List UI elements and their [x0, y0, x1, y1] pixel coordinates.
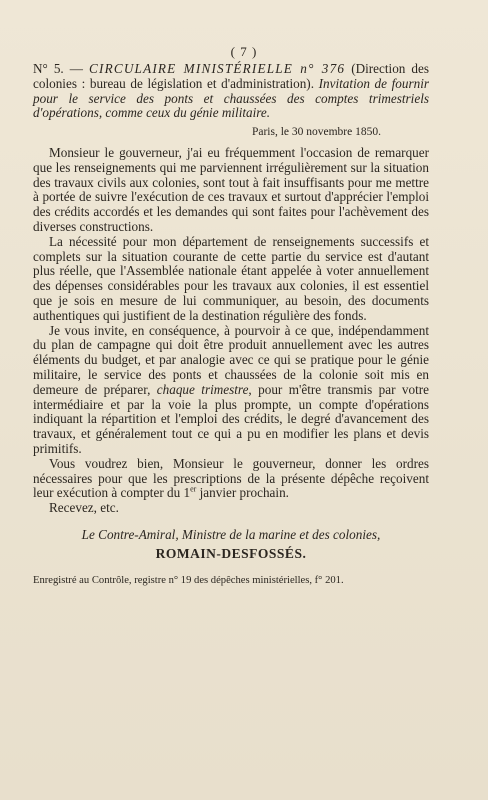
heading-title: CIRCULAIRE MINISTÉRIELLE n° 376 [88, 61, 346, 76]
paragraph-2: La nécessité pour mon département de renseignements successifs et complets sur la situation courante de cette partie du service est d'autant plus réelle, que l'Assemblée nationale étant appelée à voter annuellement des dépenses considérables pour les travaux aux colonies, il est essentiel que je sois en mesure de lui communiquer, au besoin, des documents authentiques qui justifient de la destination régulière des fonds. [33, 233, 429, 323]
registration-note: Enregistré au Contrôle, registre n° 19 des dépêches ministérielles, f° 201. [33, 574, 344, 586]
heading-number: N° 5. — [33, 61, 83, 76]
closing-formula: Recevez, etc. [49, 500, 119, 516]
paragraph-3-part-a: Je vous invite, en conséquence, à pourvoir à ce que, indépendamment du plan de campagne qui doit être produit annuellement avec les autres éléments du budget, et par analogie avec ce qui se pratique pour le génie militaire, le service des ponts et chaussées de la colonie soit mis en demeure de préparer, [33, 322, 429, 397]
paragraph-4-part-a: Vous voudrez bien, Monsieur le gouverneur, donner les ordres nécessaires pour que les prescriptions de la présente dépêche reçoivent leur exécution à compter du 1 [33, 455, 429, 501]
heading-direction: (Direction des colonies : bureau de législation et d'administration). [33, 61, 429, 91]
dateline: Paris, le 30 novembre 1850. [251, 126, 381, 139]
paragraph-3 [33, 324, 429, 457]
paragraph-3-emphasis: chaque trimestre [156, 381, 249, 397]
heading-subject: Invitation de fournir pour le service des ponts et chaussées des comptes trimestriels d'opérations, comme ceux du génie militaire. [33, 75, 429, 121]
page-number: ( 7 ) [230, 44, 258, 59]
signature-title: Le Contre-Amiral, Ministre de la marine et des colonies, [81, 526, 381, 542]
circular-heading [33, 62, 429, 121]
paragraph-4-superscript: er [190, 484, 197, 494]
paragraph-4-part-b: janvier prochain. [196, 485, 289, 501]
paragraph-1: Monsieur le gouverneur, j'ai eu fréquemment l'occasion de remarquer que les renseignements qui me parviennent irrégulièrement sur la situation des travaux civils aux colonies, sont tout à fait insuffisants pour me mettre à portée de suivre l'exécution de ces travaux et surtout d'apprécier l'emploi des crédits accordés et les demandes qui sont faites pour l'achèvement des diverses constructions. [33, 144, 429, 234]
signature-name: ROMAIN-DESFOSSÉS. [155, 545, 307, 561]
paragraph-3-part-b: , pour m'être transmis par votre intermédiaire et par la voie la plus prompte, un compte d'opérations indiquant la répartition et l'emploi des crédits, le degré d'avancement des travaux, et généralement tout ce qui a pu en modifier les plans et devis primitifs. [33, 381, 429, 456]
document-body [33, 62, 429, 588]
paragraph-4 [33, 457, 429, 501]
